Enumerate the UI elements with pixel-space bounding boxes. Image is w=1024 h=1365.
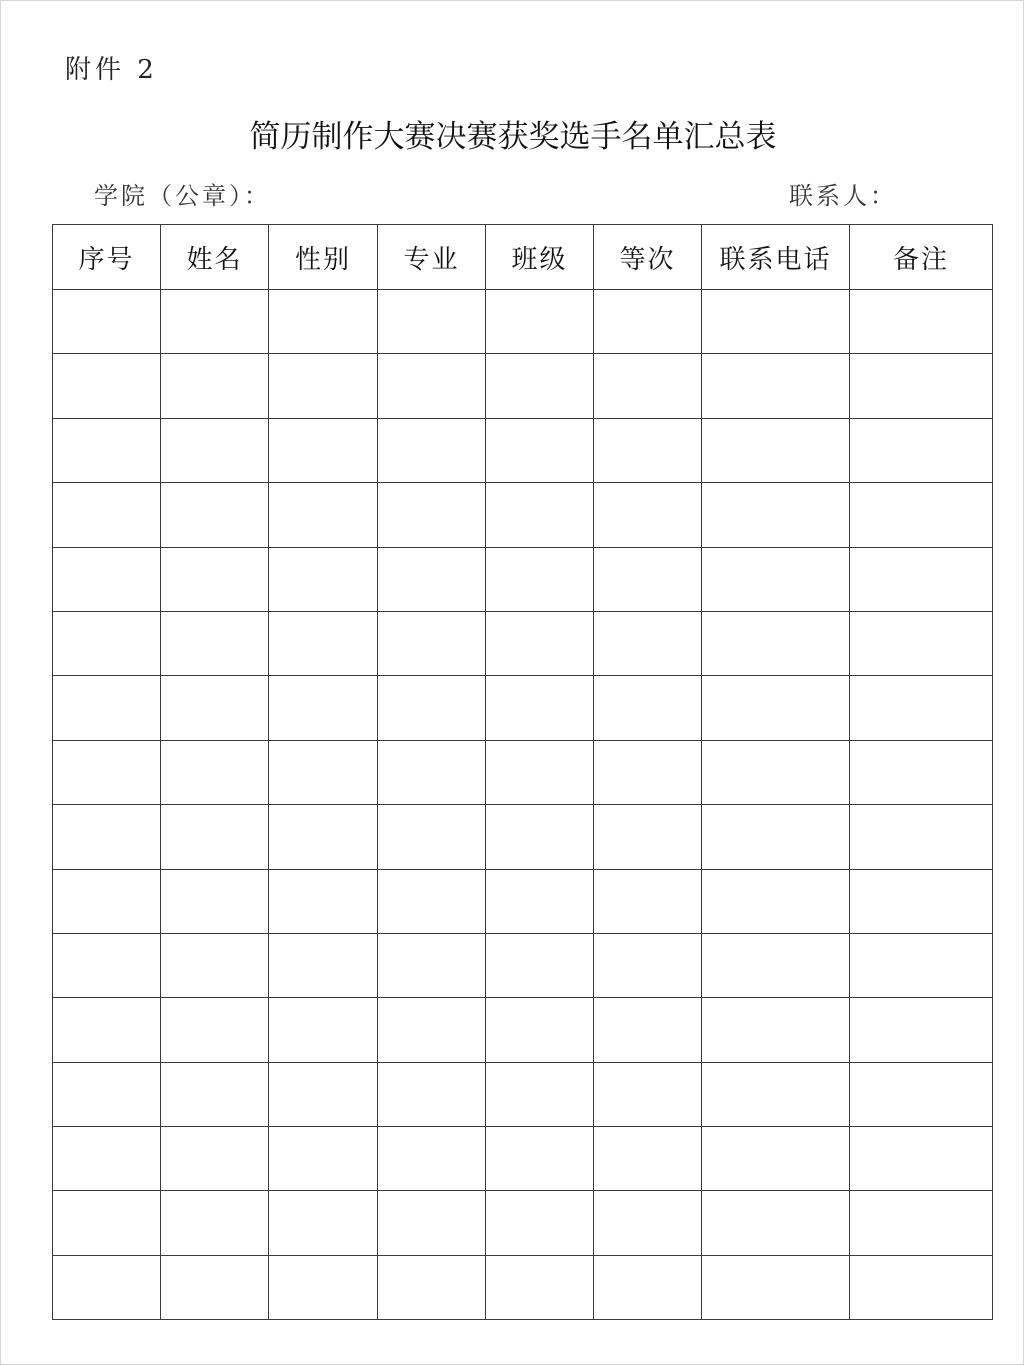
cell-phone[interactable] [702,740,850,804]
cell-rank[interactable] [594,611,702,675]
cell-class[interactable] [486,290,594,354]
cell-remarks[interactable] [850,547,993,611]
cell-index[interactable] [53,869,161,933]
cell-gender[interactable] [269,483,378,547]
cell-major[interactable] [378,1255,486,1319]
cell-name[interactable] [161,483,269,547]
cell-remarks[interactable] [850,869,993,933]
cell-gender[interactable] [269,354,378,418]
cell-name[interactable] [161,290,269,354]
cell-major[interactable] [378,933,486,997]
cell-major[interactable] [378,290,486,354]
cell-major[interactable] [378,1062,486,1126]
cell-class[interactable] [486,998,594,1062]
cell-index[interactable] [53,1255,161,1319]
cell-class[interactable] [486,547,594,611]
cell-name[interactable] [161,869,269,933]
cell-major[interactable] [378,611,486,675]
cell-class[interactable] [486,418,594,482]
cell-gender[interactable] [269,869,378,933]
cell-remarks[interactable] [850,1255,993,1319]
cell-name[interactable] [161,805,269,869]
cell-rank[interactable] [594,1255,702,1319]
cell-class[interactable] [486,354,594,418]
cell-phone[interactable] [702,1191,850,1255]
cell-major[interactable] [378,805,486,869]
table-row [53,1127,993,1191]
cell-major[interactable] [378,740,486,804]
cell-gender[interactable] [269,998,378,1062]
cell-remarks[interactable] [850,998,993,1062]
document-title: 简历制作大赛决赛获奖选手名单汇总表 [249,119,777,155]
cell-major[interactable] [378,998,486,1062]
cell-index[interactable] [53,933,161,997]
cell-gender[interactable] [269,676,378,740]
cell-name[interactable] [161,547,269,611]
cell-rank[interactable] [594,676,702,740]
cell-major[interactable] [378,354,486,418]
cell-index[interactable] [53,1127,161,1191]
cell-rank[interactable] [594,740,702,804]
table-row [53,547,993,611]
cell-name[interactable] [161,933,269,997]
cell-gender[interactable] [269,1062,378,1126]
cell-name[interactable] [161,740,269,804]
cell-index[interactable] [53,290,161,354]
cell-rank[interactable] [594,1127,702,1191]
cell-index[interactable] [53,611,161,675]
table-row [53,740,993,804]
cell-remarks[interactable] [850,483,993,547]
header-row [53,225,993,290]
cell-name[interactable] [161,418,269,482]
header-remarks: 备注 [850,225,993,290]
cell-name[interactable] [161,1062,269,1126]
cell-remarks[interactable] [850,290,993,354]
header-index: 序号 [53,225,161,290]
table-row [53,354,993,418]
cell-rank[interactable] [594,418,702,482]
cell-phone[interactable] [702,1255,850,1319]
table-row [53,1062,993,1126]
cell-remarks[interactable] [850,1191,993,1255]
cell-class[interactable] [486,611,594,675]
table-row [53,611,993,675]
cell-phone[interactable] [702,933,850,997]
cell-name[interactable] [161,354,269,418]
cell-index[interactable] [53,1062,161,1126]
cell-phone[interactable] [702,676,850,740]
college-seal-label: 学院（公章）： [94,182,271,210]
cell-major[interactable] [378,1127,486,1191]
cell-rank[interactable] [594,1062,702,1126]
cell-major[interactable] [378,547,486,611]
contact-person-label: 联系人： [789,182,897,210]
cell-class[interactable] [486,1191,594,1255]
cell-rank[interactable] [594,869,702,933]
cell-rank[interactable] [594,1191,702,1255]
table-row [53,1191,993,1255]
cell-index[interactable] [53,354,161,418]
table-row [53,998,993,1062]
table-row [53,869,993,933]
cell-name[interactable] [161,1127,269,1191]
cell-class[interactable] [486,1127,594,1191]
cell-class[interactable] [486,676,594,740]
cell-gender[interactable] [269,290,378,354]
cell-rank[interactable] [594,547,702,611]
cell-name[interactable] [161,998,269,1062]
cell-remarks[interactable] [850,740,993,804]
cell-remarks[interactable] [850,611,993,675]
cell-remarks[interactable] [850,676,993,740]
header-rank: 等次 [594,225,702,290]
cell-major[interactable] [378,1191,486,1255]
cell-major[interactable] [378,869,486,933]
header-phone: 联系电话 [702,225,850,290]
cell-phone[interactable] [702,611,850,675]
cell-class[interactable] [486,805,594,869]
cell-class[interactable] [486,933,594,997]
cell-major[interactable] [378,418,486,482]
cell-rank[interactable] [594,290,702,354]
cell-index[interactable] [53,1191,161,1255]
cell-phone[interactable] [702,290,850,354]
cell-rank[interactable] [594,483,702,547]
cell-name[interactable] [161,1255,269,1319]
cell-index[interactable] [53,998,161,1062]
cell-phone[interactable] [702,998,850,1062]
cell-gender[interactable] [269,1191,378,1255]
header-major: 专业 [378,225,486,290]
attachment-label: 附件 2 [65,55,158,85]
cell-class[interactable] [486,483,594,547]
header-gender: 性别 [269,225,378,290]
cell-index[interactable] [53,547,161,611]
cell-gender[interactable] [269,611,378,675]
table-row [53,933,993,997]
cell-class[interactable] [486,1062,594,1126]
cell-major[interactable] [378,483,486,547]
cell-gender[interactable] [269,418,378,482]
cell-gender[interactable] [269,1127,378,1191]
cell-gender[interactable] [269,805,378,869]
cell-phone[interactable] [702,547,850,611]
header-class: 班级 [486,225,594,290]
cell-name[interactable] [161,1191,269,1255]
cell-index[interactable] [53,805,161,869]
cell-phone[interactable] [702,354,850,418]
cell-index[interactable] [53,676,161,740]
table-row [53,418,993,482]
cell-index[interactable] [53,740,161,804]
cell-class[interactable] [486,869,594,933]
table-body [53,290,993,1320]
cell-rank[interactable] [594,805,702,869]
award-roster-table [52,224,993,1320]
cell-phone[interactable] [702,418,850,482]
cell-remarks[interactable] [850,418,993,482]
table-row [53,290,993,354]
cell-remarks[interactable] [850,354,993,418]
cell-phone[interactable] [702,1127,850,1191]
cell-phone[interactable] [702,805,850,869]
cell-name[interactable] [161,611,269,675]
cell-phone[interactable] [702,483,850,547]
header-name: 姓名 [161,225,269,290]
cell-phone[interactable] [702,869,850,933]
cell-remarks[interactable] [850,933,993,997]
table-row [53,1255,993,1319]
table-row [53,483,993,547]
cell-class[interactable] [486,740,594,804]
cell-index[interactable] [53,418,161,482]
cell-name[interactable] [161,676,269,740]
cell-gender[interactable] [269,933,378,997]
cell-remarks[interactable] [850,805,993,869]
cell-major[interactable] [378,676,486,740]
table-row [53,805,993,869]
cell-gender[interactable] [269,740,378,804]
cell-index[interactable] [53,483,161,547]
cell-rank[interactable] [594,998,702,1062]
cell-class[interactable] [486,1255,594,1319]
cell-gender[interactable] [269,1255,378,1319]
cell-rank[interactable] [594,933,702,997]
cell-rank[interactable] [594,354,702,418]
table-row [53,676,993,740]
cell-remarks[interactable] [850,1062,993,1126]
cell-remarks[interactable] [850,1127,993,1191]
cell-phone[interactable] [702,1062,850,1126]
table-header [53,225,993,290]
cell-gender[interactable] [269,547,378,611]
